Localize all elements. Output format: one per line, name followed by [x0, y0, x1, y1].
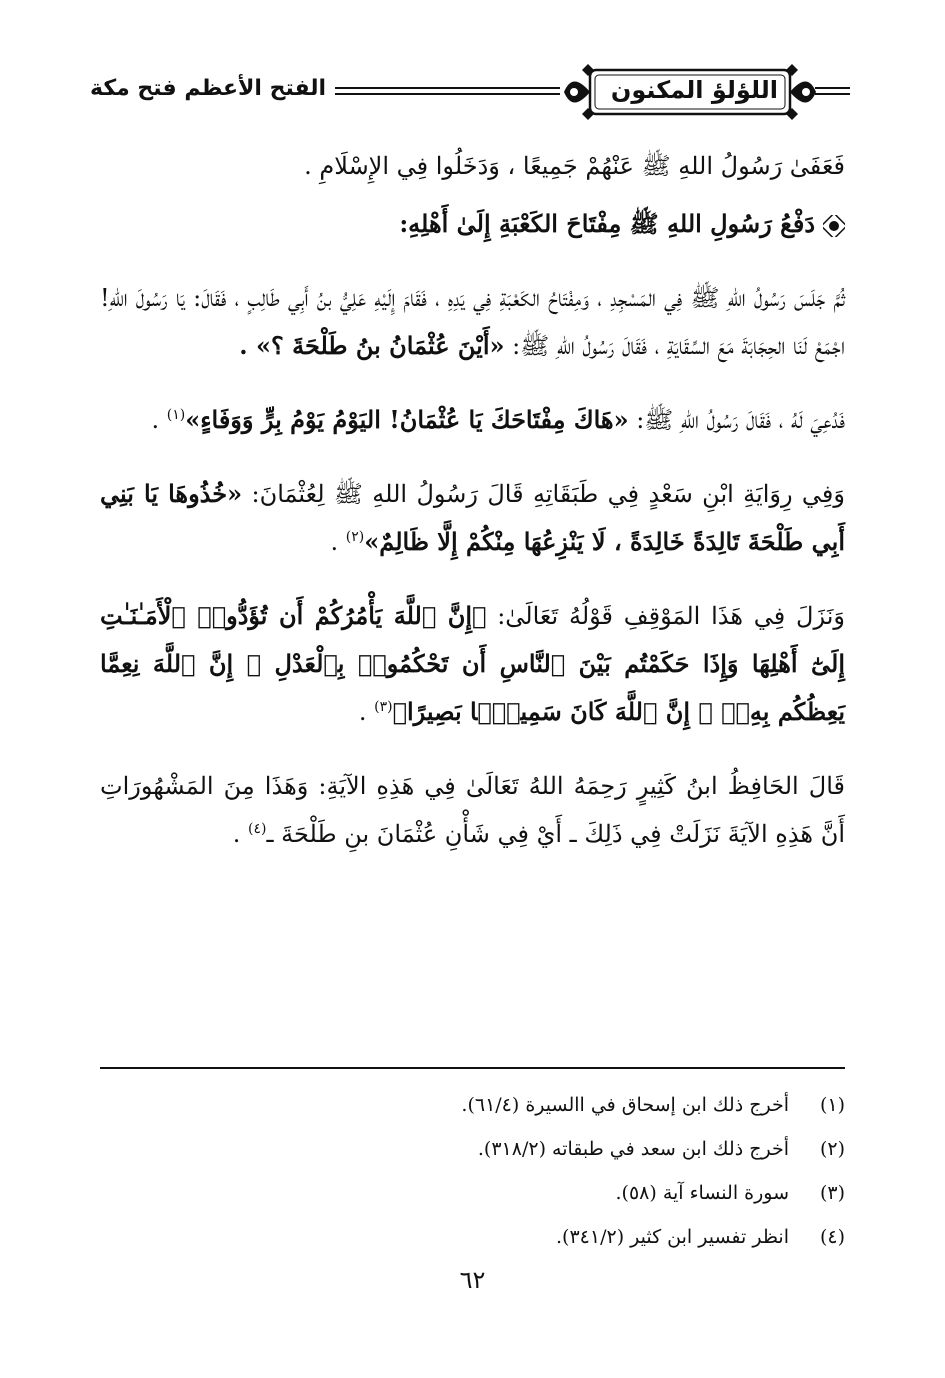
- hadith-quote: «هَاكَ مِفْتَاحَكَ يَا عُثْمَانُ! اليَوْمُ يَوْمُ بِرٍّ وَوَفَاءٍ»: [185, 405, 629, 434]
- book-title: اللؤلؤ المكنون: [610, 76, 778, 104]
- paragraph-text: وَنَزَلَ فِي هَذَا المَوْقِفِ قَوْلُهُ تَعَالَىٰ:: [497, 602, 845, 630]
- footnote-number: (١): [819, 1094, 845, 1116]
- footnote-number: (٢): [819, 1138, 845, 1160]
- paragraph-text: ثُمَّ جَلَسَ رَسُولُ اللهِ ﷺ فِي المَسْجِدِ ، وَمِفْتَاحُ الكَعْبَةِ فِي يَدِهِ ، فَقَامَ إِلَيْهِ عَلِيُّ بنُ أَبِي طَالِبٍ ، فَقَالَ: يَا رَسُولَ اللهِ! اجْمَعْ لَنَا الحِجَابَةَ مَعَ السِّقَايَةِ ، فَقَالَ رَسُولُ اللهِ ﷺ:: [100, 284, 845, 360]
- footnote-text: أخرج ذلك ابن سعد في طبقاته (٣١٨/٢).: [477, 1138, 789, 1160]
- hadith-quote: «أَيْنَ عُثْمَانُ بنُ طَلْحَةَ ؟» .: [239, 331, 505, 360]
- footnote: [100, 1083, 845, 1127]
- hadith-quote: «خُذُوهَا يَا بَنِي أَبِي طَلْحَةَ تَالِدَةً خَالِدَةً ، لَا يَنْزِعُهَا مِنْكُمْ إِلَّا ظَالِمٌ»: [100, 479, 845, 556]
- footnote-text: سورة النساء آية (٥٨).: [615, 1182, 789, 1204]
- paragraph-text: قَالَ الحَافِظُ ابنُ كَثِيرٍ رَحِمَهُ اللهُ تَعَالَىٰ فِي هَذِهِ الآيَةِ: وَهَذَا مِنَ المَشْهُورَاتِ أَنَّ هَذِهِ الآيَةَ نَزَلَتْ فِي ذَلِكَ ـ أَيْ فِي شَأْنِ عُثْمَانَ بنِ طَلْحَةَ ـ: [100, 772, 845, 848]
- footnotes: [100, 1083, 845, 1259]
- footnote: [100, 1215, 845, 1259]
- paragraph-end: .: [232, 820, 249, 848]
- paragraph: [100, 470, 845, 566]
- footnote-text: انظر تفسير ابن كثير (٣٤١/٢).: [556, 1226, 789, 1248]
- footnote: [100, 1171, 845, 1215]
- footnote-number: (٣): [819, 1182, 845, 1204]
- footnote-ref: (٣): [374, 699, 393, 715]
- paragraph: [100, 762, 845, 858]
- body-text: [100, 130, 845, 858]
- paragraph-end: .: [330, 528, 346, 556]
- paragraph: [100, 592, 845, 736]
- page-number: ٦٢: [459, 1266, 486, 1294]
- footnote-ref: (٤): [248, 821, 267, 837]
- chapter-title: الفتح الأعظم فتح مكة: [90, 76, 327, 101]
- flower-bullet-icon: [823, 215, 845, 237]
- footnote-ref: (١): [166, 407, 186, 423]
- footnote-divider: [100, 1067, 845, 1069]
- section-heading-text: دَفْعُ رَسُولِ اللهِ ﷺ مِفْتَاحَ الكَعْبَةِ إِلَىٰ أَهْلِهِ:: [399, 209, 815, 238]
- paragraph-end: .: [151, 406, 167, 434]
- footnote: [100, 1127, 845, 1171]
- paragraph-end: .: [358, 698, 375, 726]
- footnote-text: أخرج ذلك ابن إسحاق في االسيرة (٦١/٤).: [461, 1094, 789, 1116]
- paragraph-text: فَعَفَىٰ رَسُولُ اللهِ ﷺ عَنْهُمْ جَمِيعًا ، وَدَخَلُوا فِي الإِسْلَامِ .: [304, 152, 845, 180]
- quran-verse: ﴿إِنَّ ٱللَّهَ يَأْمُرُكُمْ أَن تُؤَدُّوا۟ ٱلْأَمَـٰنَـٰتِ إِلَىٰٓ أَهْلِهَا وَإِذَا حَكَمْتُم بَيْنَ ٱلنَّاسِ أَن تَحْكُمُوا۟ بِٱلْعَدْلِ ۚ إِنَّ ٱللَّهَ نِعِمَّا يَعِظُكُم بِهِۦٓ ۗ إِنَّ ٱللَّهَ كَانَ سَمِيعًۢا بَصِيرًا﴾: [100, 601, 845, 726]
- paragraph: [100, 274, 845, 370]
- paragraph-text: وَفِي رِوَايَةِ ابْنِ سَعْدٍ فِي طَبَقَاتِهِ قَالَ رَسُولُ اللهِ ﷺ لِعُثْمَانَ:: [251, 480, 845, 508]
- paragraph: [100, 142, 845, 190]
- footnote-number: (٤): [819, 1226, 845, 1248]
- paragraph: [100, 396, 845, 444]
- footnote-ref: (٢): [345, 529, 365, 545]
- page-header: [90, 58, 850, 128]
- section-heading: [100, 200, 845, 248]
- paragraph-text: فَدُعِيَ لَهُ ، فَقَالَ رَسُولُ اللهِ ﷺ:: [636, 406, 845, 434]
